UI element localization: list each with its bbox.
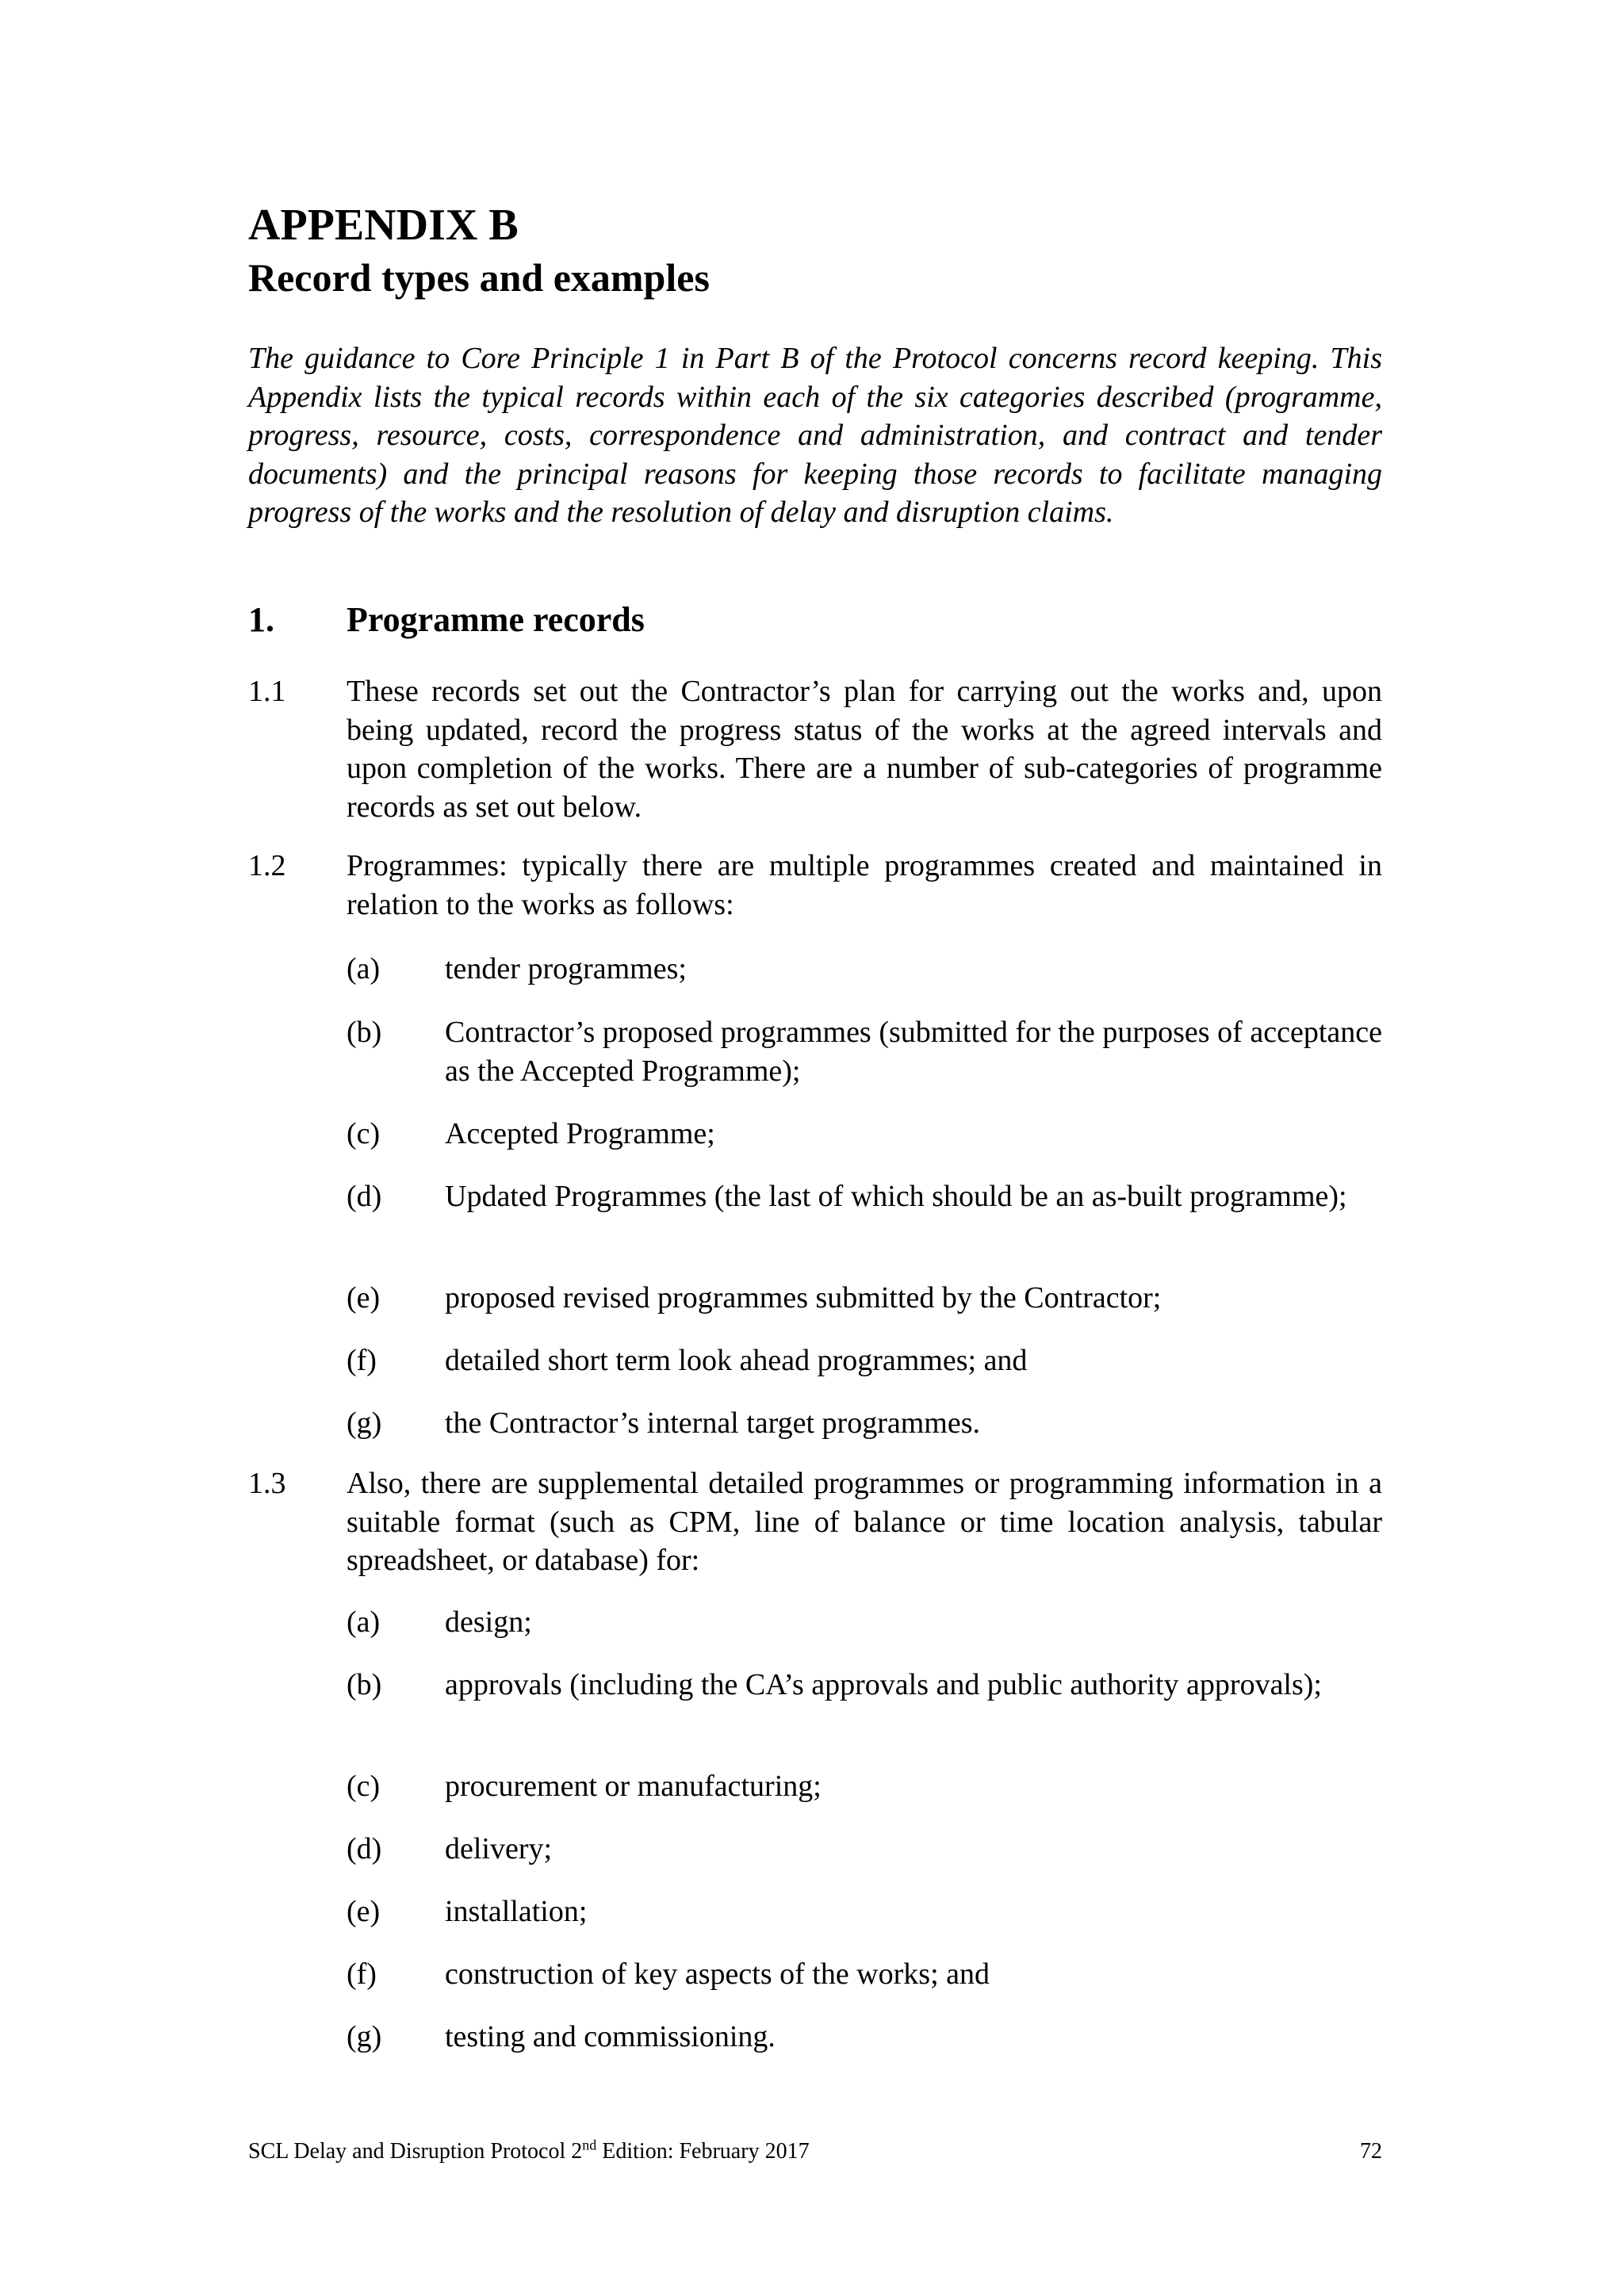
appendix-subtitle: Record types and examples	[248, 255, 710, 300]
list-item-text: Contractor’s proposed programmes (submitted for the purposes of acceptance as the Accepted Programme);	[445, 1016, 1382, 1088]
list-item	[347, 1279, 1382, 1318]
list-item	[347, 1013, 1382, 1090]
paragraph-1-2	[248, 847, 1382, 924]
list-item-label: (d)	[347, 1180, 382, 1213]
list-item	[347, 1603, 1382, 1642]
list-item-text: Updated Programmes (the last of which should be an as-built programme);	[445, 1180, 1347, 1213]
list-item-text: delivery;	[445, 1832, 553, 1866]
list-item-label: (d)	[347, 1832, 382, 1866]
list-item-label: (c)	[347, 1770, 381, 1803]
list-item	[347, 1177, 1382, 1216]
list-item-text: testing and commissioning.	[445, 2020, 776, 2053]
section-title: Programme records	[347, 600, 645, 639]
footer-title-text-end: Edition: February 2017	[596, 2139, 810, 2164]
paragraph-number: 1.1	[248, 675, 286, 708]
intro-paragraph: The guidance to Core Principle 1 in Part B of the Protocol concerns record keeping. This Appendix lists the typical records within each of the six categories described (programme, progress, resource, costs, correspondence and administration, and contract and tender documents) and the principal reasons for keeping those records to facilitate managing progress of the works and the resolution of delay and disruption claims.	[248, 342, 1382, 529]
list-item-text: approvals (including the CA’s approvals and public authority approvals);	[445, 1668, 1322, 1701]
list-item-label: (f)	[347, 1344, 377, 1377]
appendix-title: APPENDIX B	[248, 201, 519, 250]
list-item-label: (b)	[347, 1016, 382, 1049]
list-item-text: the Contractor’s internal target programmes.	[445, 1406, 981, 1440]
list-item	[347, 1404, 1382, 1443]
footer-title-text: SCL Delay and Disruption Protocol 2	[248, 2139, 583, 2164]
list-item-label: (a)	[347, 952, 381, 985]
list-item	[347, 1830, 1382, 1869]
list-item-text: installation;	[445, 1895, 588, 1928]
list-item	[347, 950, 1382, 989]
list-item-label: (b)	[347, 1668, 382, 1701]
list-item	[347, 1341, 1382, 1380]
list-item	[347, 1892, 1382, 1931]
section-number: 1.	[248, 600, 274, 639]
paragraph-1-1	[248, 672, 1382, 826]
list-item-text: detailed short term look ahead programmes; and	[445, 1344, 1028, 1377]
paragraph-text: Also, there are supplemental detailed programmes or programming information in a suitable format (such as CPM, line of balance or time location analysis, tabular spreadsheet, or database) for:	[347, 1467, 1382, 1577]
paragraph-number: 1.3	[248, 1467, 286, 1500]
list-item-label: (g)	[347, 1406, 382, 1440]
footer-title	[248, 2137, 810, 2166]
list-item-label: (g)	[347, 2020, 382, 2053]
list-item-label: (e)	[347, 1895, 381, 1928]
list-item-label: (e)	[347, 1281, 381, 1314]
list-item	[347, 1955, 1382, 1994]
list-item	[347, 1666, 1382, 1705]
list-item-text: tender programmes;	[445, 952, 687, 985]
paragraph-number: 1.2	[248, 849, 286, 882]
list-item	[347, 1767, 1382, 1806]
paragraph-text: Programmes: typically there are multiple programmes created and maintained in relation to the works as follows:	[347, 849, 1382, 921]
paragraph-1-3	[248, 1464, 1382, 1580]
list-item-text: procurement or manufacturing;	[445, 1770, 822, 1803]
section-heading	[248, 596, 1382, 644]
list-item-text: construction of key aspects of the works; and	[445, 1957, 990, 1991]
list-item-text: proposed revised programmes submitted by the Contractor;	[445, 1281, 1162, 1314]
footer-title-superscript: nd	[582, 2137, 597, 2153]
page-footer	[248, 2137, 1382, 2166]
paragraph-text: These records set out the Contractor’s plan for carrying out the works and, upon being updated, record the progress status of the works at the agreed intervals and upon completion of the works. There are a number of sub-categories of programme records as set out below.	[347, 675, 1382, 824]
list-item-label: (c)	[347, 1117, 381, 1150]
list-item-label: (f)	[347, 1957, 377, 1991]
list-item	[347, 2018, 1382, 2057]
list-item-text: Accepted Programme;	[445, 1117, 715, 1150]
list-item-label: (a)	[347, 1605, 381, 1639]
list-item	[347, 1115, 1382, 1154]
page-number: 72	[1360, 2139, 1382, 2164]
list-item-text: design;	[445, 1605, 532, 1639]
